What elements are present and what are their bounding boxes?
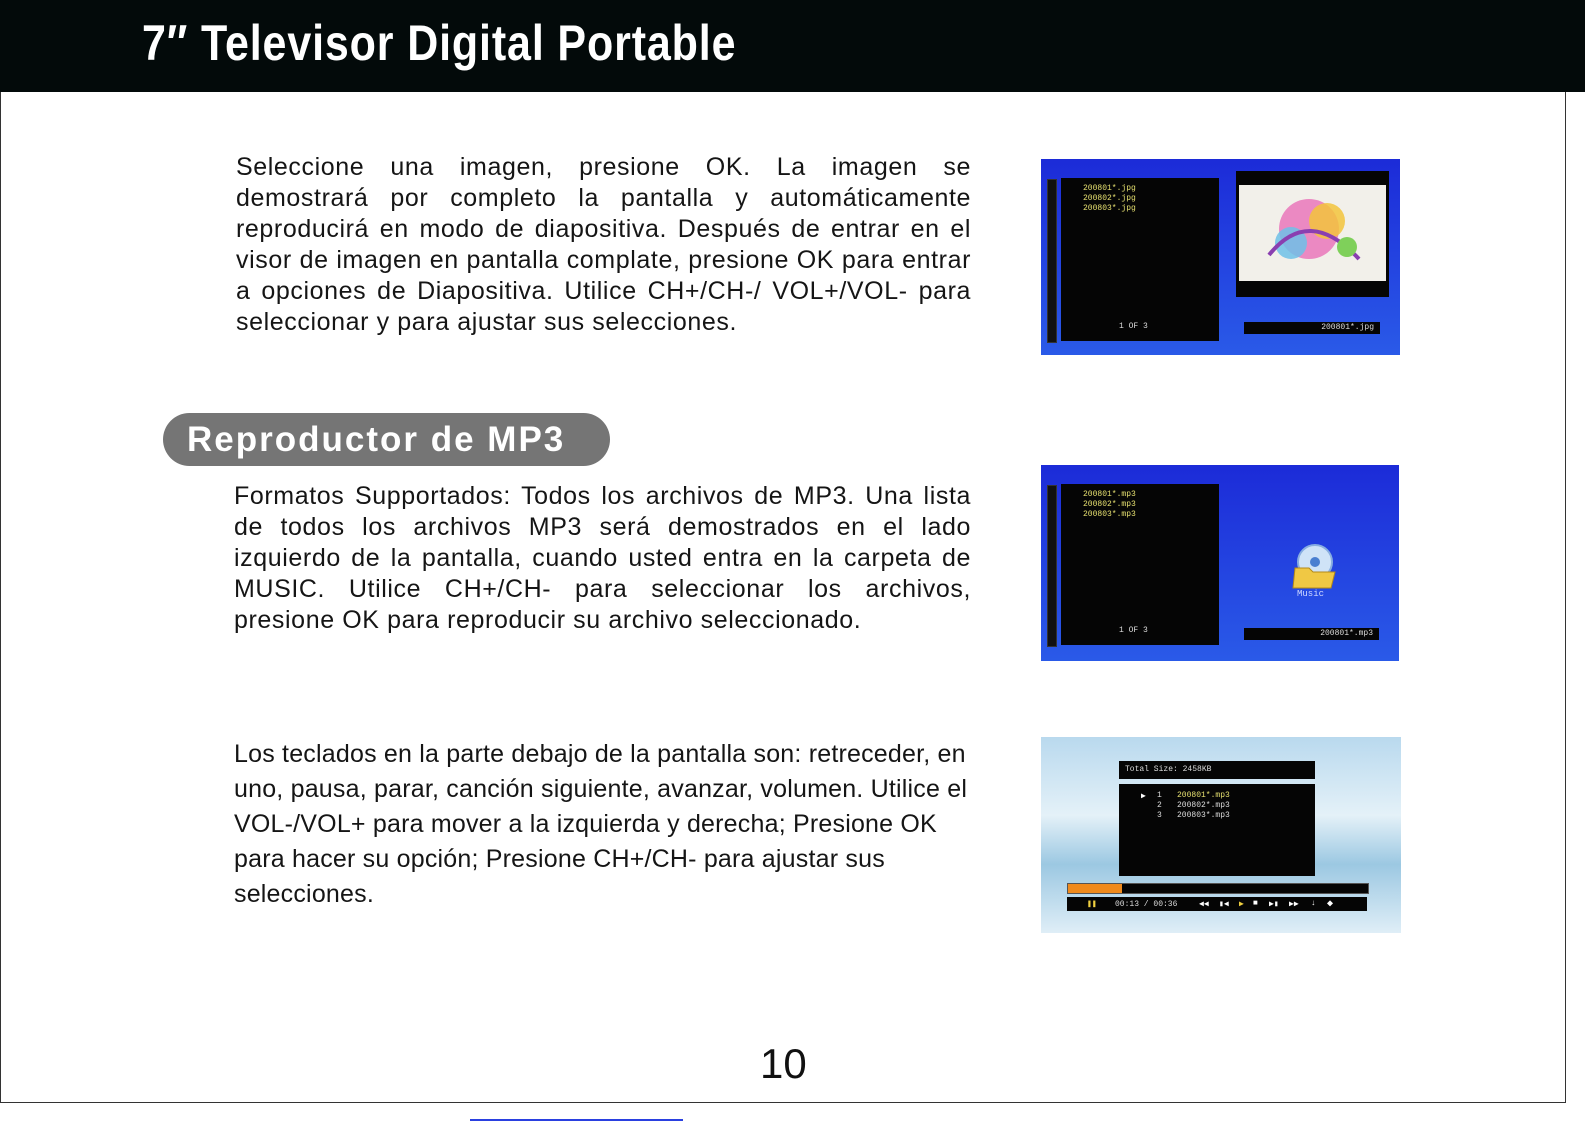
page-indicator: 1 OF 3 (1119, 626, 1148, 635)
photo-viewer-screenshot (1041, 159, 1400, 355)
preview-panel (1236, 171, 1389, 297)
next-track-icon[interactable]: ▶▮ (1269, 900, 1279, 909)
footer-link-underline (470, 1119, 683, 1121)
pause-icon: ❚❚ (1087, 900, 1097, 909)
rewind-icon[interactable]: ◀◀ (1199, 900, 1209, 909)
controls-paragraph: Los teclados en la parte debajo de la pantalla son: retreceder, en uno, pausa, parar, canción siguiente, avanzar, volumen. Utilice el VOL-/VOL+ para mover a la izquierda y derecha; Presione OK para hacer su opción; Presione CH+/CH- para ajustar sus selecciones. (234, 740, 968, 908)
repeat-icon[interactable]: ↓ (1311, 899, 1316, 908)
photo-viewer-paragraph: Seleccione una imagen, presione OK. La imagen se demostrará por completo la pantalla y automáticamente reproducirá en modo de diapositiva. Después de entrar en el visor de imagen en pantalla complate, presione OK para entrar a opciones de Diapositiva. Utilice CH+/CH-/ VOL+/VOL- para seleccionar y para ajustar sus selecciones. (236, 153, 971, 336)
track-number: 3 (1157, 811, 1162, 820)
track-list-panel (1119, 784, 1315, 876)
track-name: 200803*.mp3 (1177, 811, 1230, 820)
file-list-scrollbar (1047, 485, 1057, 647)
file-list-scrollbar (1047, 179, 1057, 343)
selected-file-bar (1244, 322, 1380, 334)
playback-time: 00:13 / 00:36 (1115, 900, 1178, 909)
previous-track-icon[interactable]: ▮◀ (1219, 900, 1229, 909)
page-number: 10 (760, 1040, 807, 1087)
progress-fill (1068, 884, 1122, 893)
track-number: 2 (1157, 801, 1162, 810)
mp3-paragraph: Formatos Supportados: Todos los archivos de MP3. Una lista de todos los archivos MP3 será demostrados en el lado izquierdo de la pantalla, cuando usted entra en la carpeta de MUSIC. Utilice CH+/CH- para seleccionar los archivos, presione OK para reproducir su archivo seleccionado. (234, 482, 971, 634)
selected-file-name: 200801*.mp3 (1320, 629, 1373, 638)
mp3-player-screenshot (1041, 737, 1401, 933)
volume-icon[interactable]: ◆ (1327, 899, 1334, 910)
file-item: 200803*.jpg (1083, 204, 1136, 213)
track-name: 200801*.mp3 (1177, 791, 1230, 800)
progress-bar (1067, 883, 1369, 894)
selected-file-bar (1244, 628, 1379, 640)
total-size-text: Total Size: 2458KB (1125, 765, 1212, 774)
control-bar (1067, 897, 1367, 911)
play-pointer-icon: ▶ (1141, 792, 1146, 801)
file-item: 200801*.mp3 (1083, 490, 1136, 499)
track-number: 1 (1157, 791, 1162, 800)
file-item: 200802*.mp3 (1083, 500, 1136, 509)
track-name: 200802*.mp3 (1177, 801, 1230, 810)
page-title: 7″ Televisor Digital Portable (142, 15, 737, 71)
file-item: 200803*.mp3 (1083, 510, 1136, 519)
page-indicator: 1 OF 3 (1119, 322, 1148, 331)
file-list-panel (1061, 178, 1219, 341)
fast-forward-icon[interactable]: ▶▶ (1289, 900, 1299, 909)
music-folder-label: Music (1297, 589, 1325, 599)
music-folder-icon (1291, 542, 1337, 590)
header-bar (0, 0, 1585, 92)
file-item: 200802*.jpg (1083, 194, 1136, 203)
selected-file-name: 200801*.jpg (1321, 323, 1374, 332)
mp3-browser-screenshot (1041, 465, 1399, 661)
section-heading-mp3: Reproductor de MP3 (163, 413, 610, 466)
total-size-bar (1119, 761, 1315, 779)
file-item: 200801*.jpg (1083, 184, 1136, 193)
photo-thumbnail-icon (1239, 185, 1386, 281)
file-list-panel (1061, 484, 1219, 645)
stop-icon[interactable]: ■ (1253, 899, 1258, 908)
play-icon[interactable]: ▶ (1239, 900, 1244, 909)
